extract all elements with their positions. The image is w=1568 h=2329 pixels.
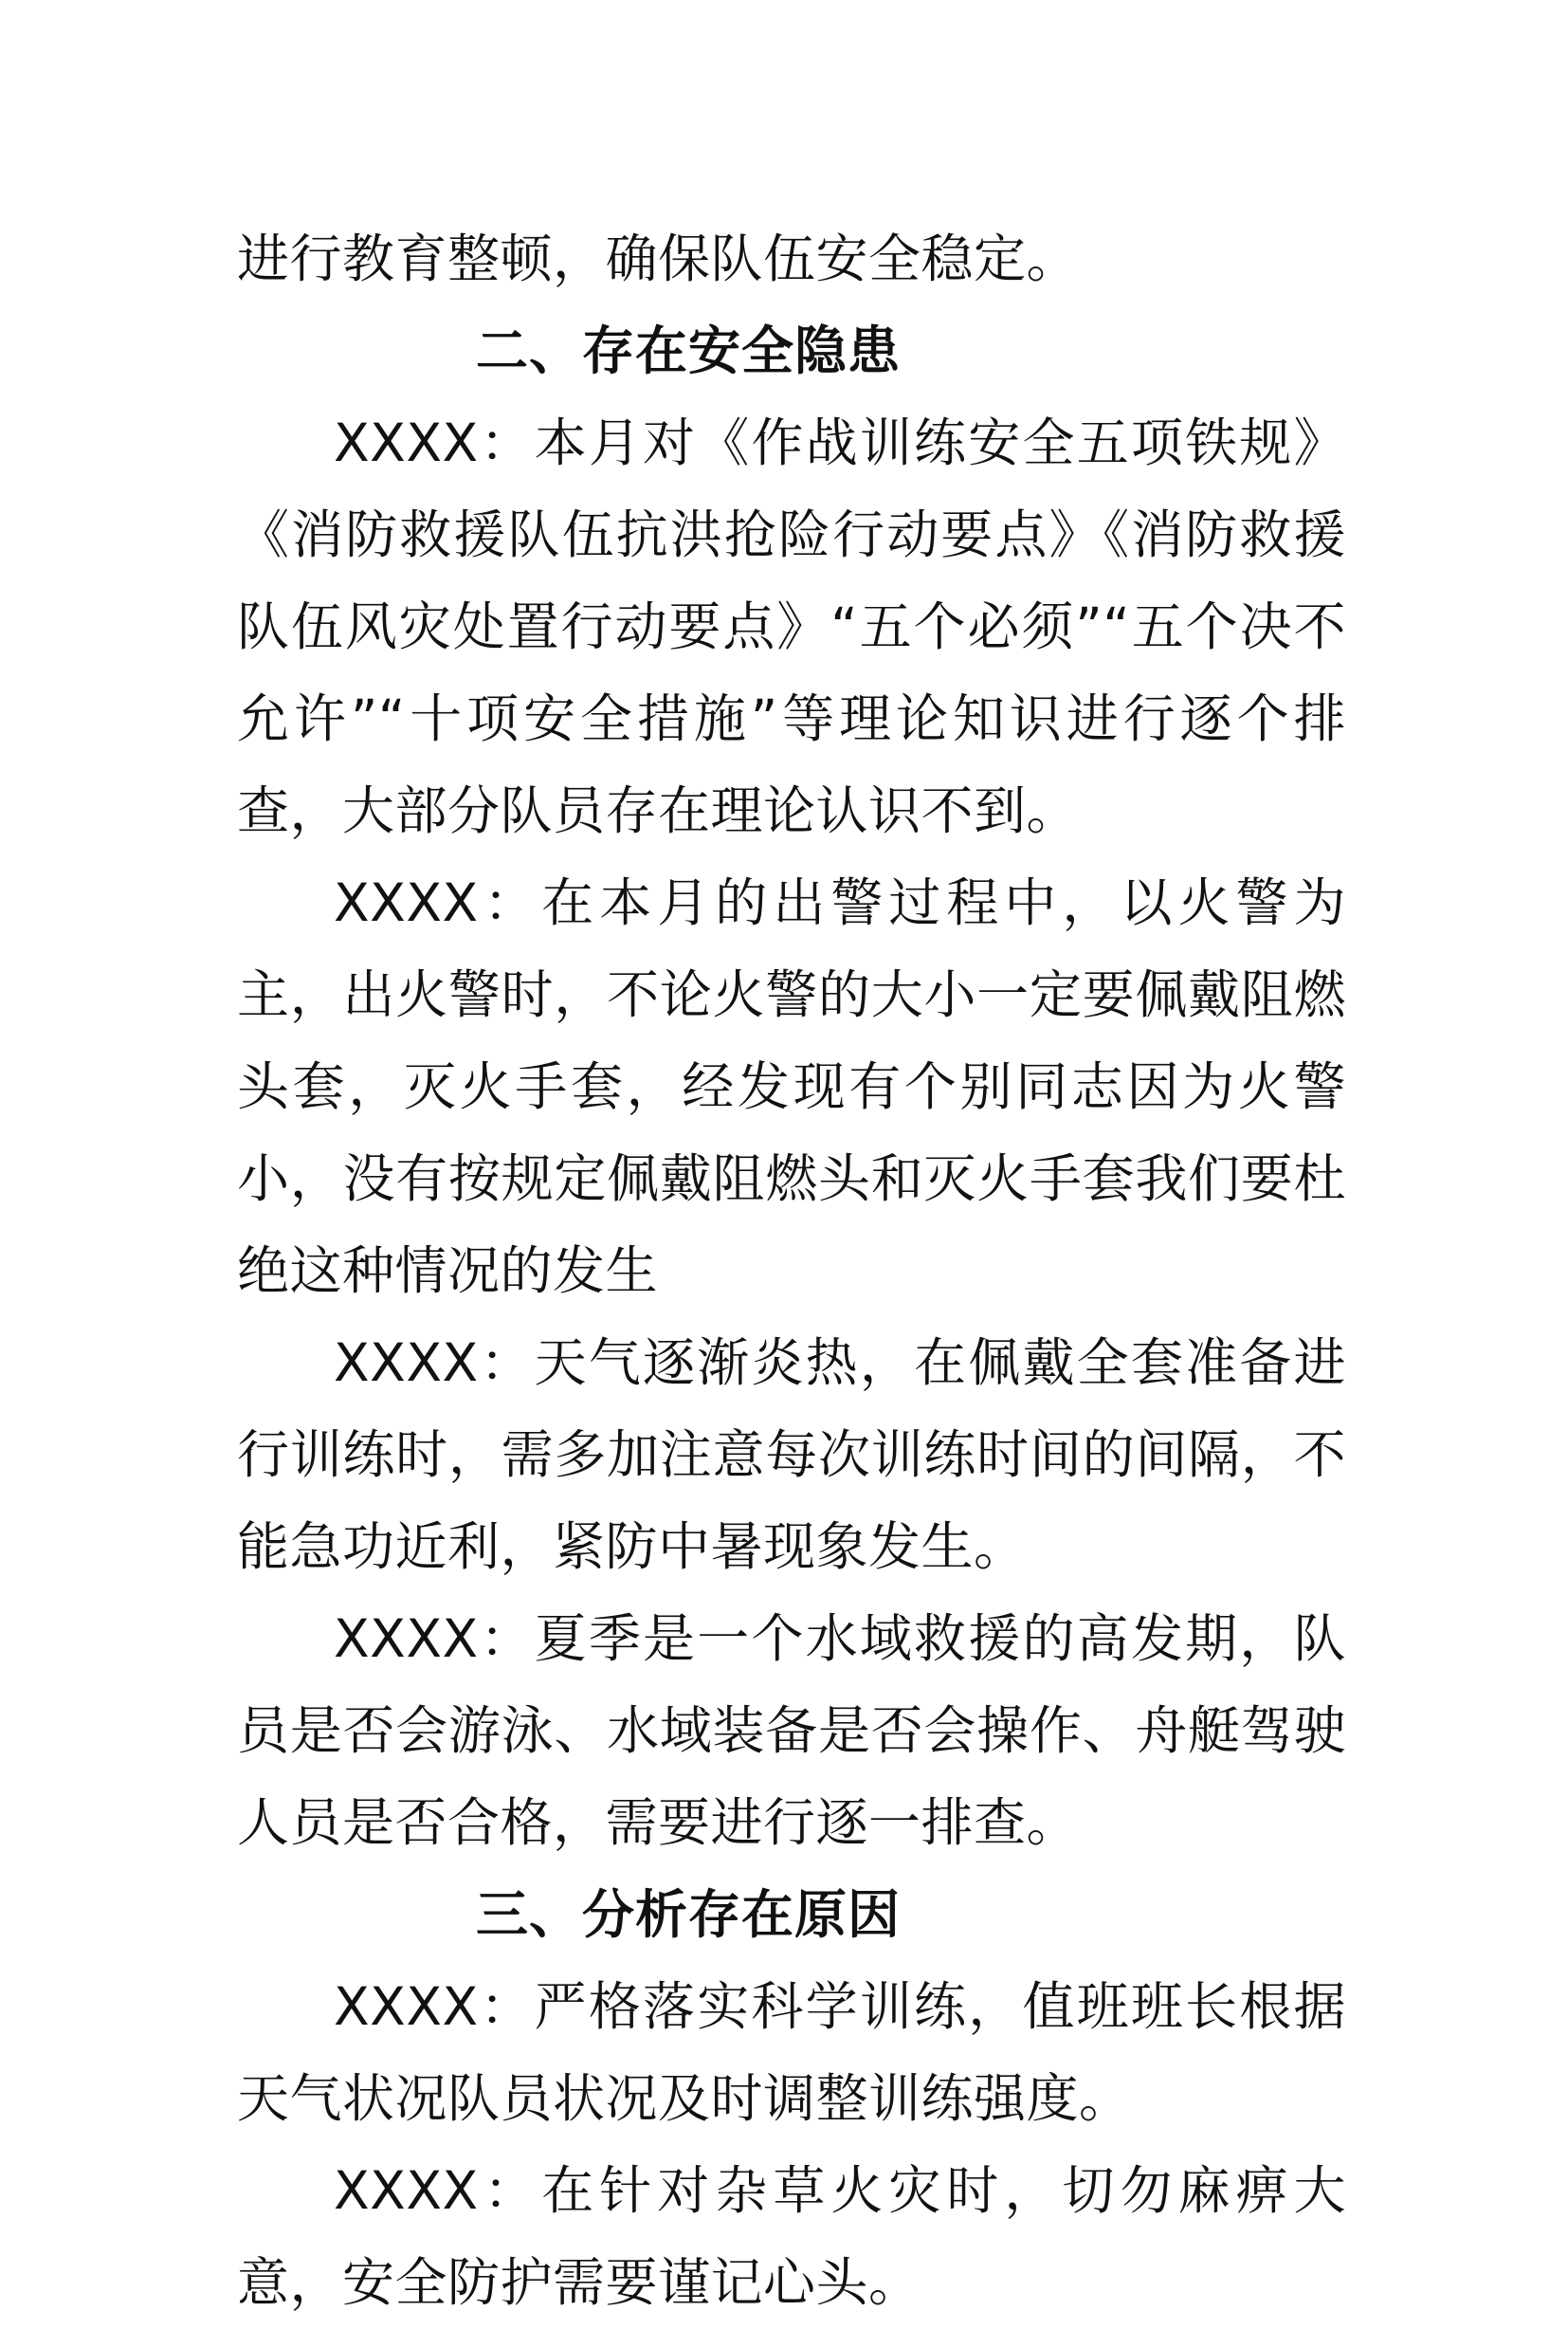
cause-paragraph: XXXX：在针对杂草火灾时，切勿麻痹大意，安全防护需要谨记心头。 xyxy=(237,2160,1346,2313)
hazard-paragraph: XXXX：夏季是一个水域救援的高发期，队员是否会游泳、水域装备是否会操作、舟艇驾驶人员是否合格，需要进行逐一排查。 xyxy=(237,1608,1346,1853)
lead-paragraph: 进行教育整顿，确保队伍安全稳定。 xyxy=(237,229,1080,289)
document-body xyxy=(237,213,1346,2329)
section-heading-hazards: 二、存在安全隐患 xyxy=(476,321,902,381)
hazard-paragraph: XXXX：在本月的出警过程中，以火警为主，出火警时，不论火警的大小一定要佩戴阻燃头套，灭火手套，经发现有个别同志因为火警小，没有按规定佩戴阻燃头和灭火手套我们要杜绝这种情况的发生 xyxy=(237,872,1346,1301)
cause-paragraph: XXXX：严格落实科学训练，值班班长根据天气状况队员状况及时调整训练强度。 xyxy=(237,1976,1346,2129)
hazard-paragraph: XXXX：本月对《作战训练安全五项铁规》《消防救援队伍抗洪抢险行动要点》《消防救援队伍风灾处置行动要点》“五个必须”“五个决不允许”“十项安全措施”等理论知识进行逐个排查，大部分队员存在理论认识不到。 xyxy=(237,413,1346,841)
hazard-paragraph: XXXX：天气逐渐炎热，在佩戴全套准备进行训练时，需多加注意每次训练时间的间隔，不能急功近利，紧防中暑现象发生。 xyxy=(237,1332,1346,1577)
section-heading-causes: 三、分析存在原因 xyxy=(476,1884,902,1945)
